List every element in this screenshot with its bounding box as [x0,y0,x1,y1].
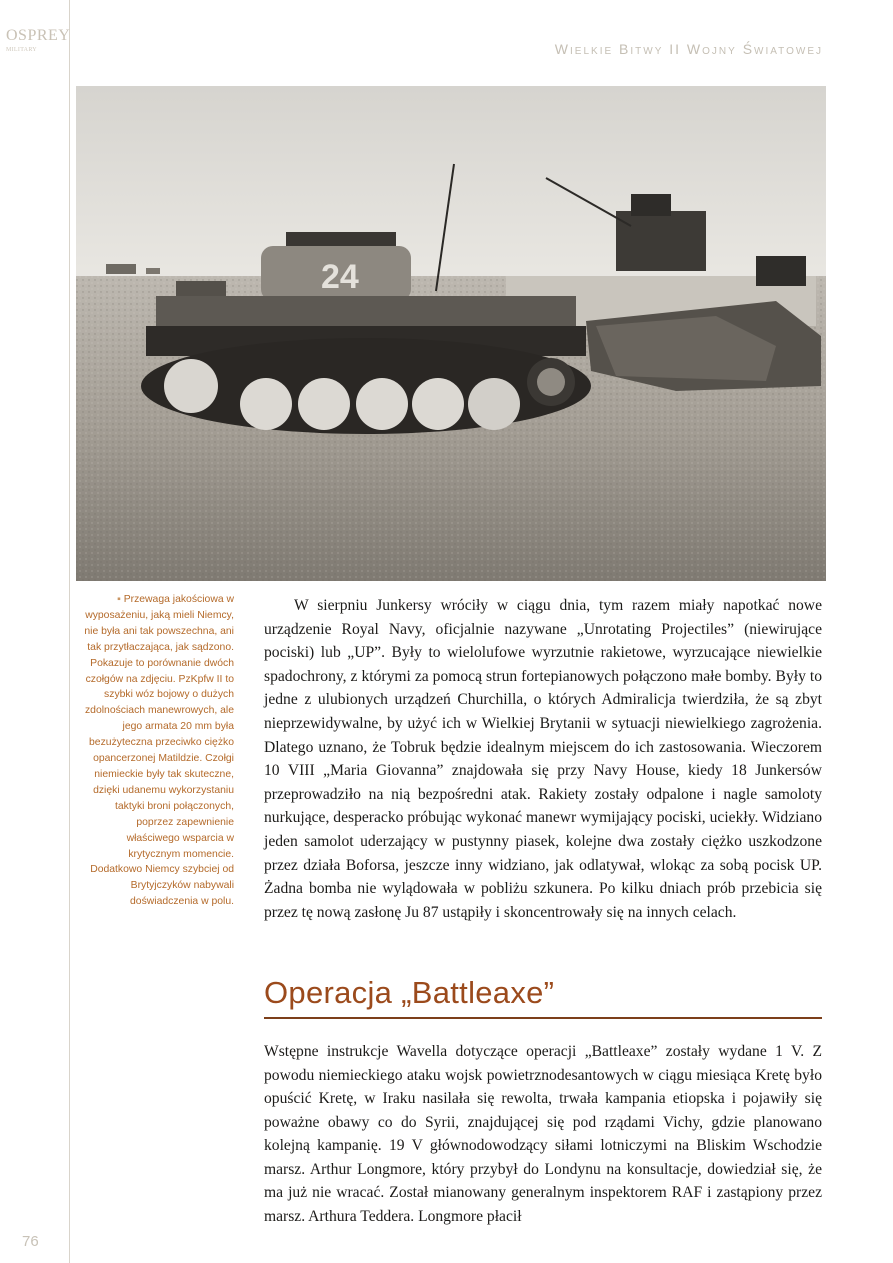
tank-photograph [76,86,826,581]
heading-underline [264,1017,822,1019]
body-paragraph-1: W sierpniu Junkersy wróciły w ciągu dnia, tym razem miały napotkać nowe urządzenie Royal Navy, oficjalnie nazywane „Unrotating Projectiles” (niewirujące pociski) lub „UP”. Były to wielolufowe wyrzutnie rakietowe, wyrzucające niewielkie spadochrony, z którymi za pomocą strun fortepianowych połączono małe bomby. Były to jedne z ulubionych urządzeń Churchilla, o których Admiralicja twierdziła, że są zbyt nieprzewidywalne, by użyć ich w Wielkiej Brytanii w sytuacji niewielkiego zagrożenia. Dlatego uznano, że Tobruk będzie idealnym miejscem do ich zastosowania. Wieczorem 10 VIII „Maria Giovanna” znajdowała się przy Navy House, kiedy 18 Junkersów przeprowadziło na nią bezpośredni atak. Rakiety zostały odpalone i nagle samoloty nurkujące, desperacko próbując wykonać manewr wymijający pociski, uciekły. Widziano jeden samolot uderzający w pustynny piasek, kolejne dwa zostały ciężko uszkodzone przez działa Boforsa, jeszcze inny widziano, jak odlatywał, wlokąc za sobą pocisk UP. Żadna bomba nie wylądowała w pobliżu szkunera. Po kilku dniach prób przebicia się przez tę nową zasłonę Ju 87 ustąpiły i skoncentrowały się na innych celach. [264,597,822,921]
caption-bullet: ▪ [117,594,121,605]
section-heading: Operacja „Battleaxe” [264,975,555,1010]
photo-caption [82,592,234,910]
publisher-logo [6,28,70,53]
brand-name: OSPREY [6,27,71,44]
margin-rule [69,0,70,1263]
turret-number: 24 [321,258,359,296]
caption-text: Przewaga jakościowa w wyposażeniu, jaką mieli Niemcy, nie była ani tak powszechna, ani tak przytłaczająca, jak sądzono. Pokazuje to porównanie dwóch czołgów na zdjęciu. PzKpfw II to szybki wóz bojowy o dużych zdolnościach manewrowych, ale jego armata 20 mm była bezużyteczna przeciwko ciężko opancerzonej Matildzie. Czołgi niemieckie były tak skuteczne, dzięki udanemu wykorzystaniu taktyki broni połączonych, poprzez zapewnienie właściwego wsparcia w krytycznym momencie. Dodatkowo Niemcy szybciej od Brytyjczyków nabywali doświadczenia w polu. [84,594,234,908]
photo-illustration [76,86,826,581]
page-number: 76 [22,1233,39,1250]
running-head: Wielkie Bitwy II Wojny Światowej [554,41,823,57]
brand-subtitle: MILITARY [6,47,37,53]
body-paragraph-2: Wstępne instrukcje Wavella dotyczące operacji „Battleaxe” zostały wydane 1 V. Z powodu niemieckiego ataku wojsk powietrznodesantowych w ciągu miesiąca Kretę było opuścić Kretę, w Iraku nasilała się rewolta, trwała kampania etiopska i pojawiły się poważne obawy co do Syrii, znajdującej się pod rządami Vichy, gdzie planowano kolejną kampanię. 19 V głównodowodzący siłami lotniczymi na Bliskim Wschodzie marsz. Arthur Longmore, który przybył do Londynu na konsultacje, dowiedział się, że ma już nie wracać. Został mianowany generalnym inspektorem RAF i zastąpiony przez marsz. Arthura Teddera. Longmore płacił [264,1043,822,1225]
